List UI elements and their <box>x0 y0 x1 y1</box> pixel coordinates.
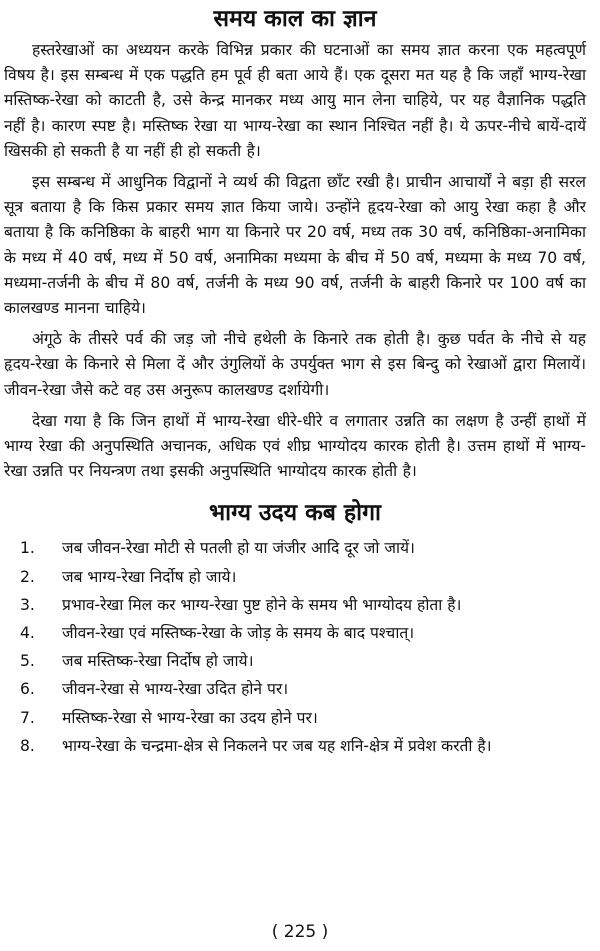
list-item <box>4 621 586 646</box>
list-item-number: 7. <box>20 708 35 727</box>
section-title: भाग्य उदय कब होगा <box>209 500 381 527</box>
list-item-text: जीवन-रेखा एवं मस्तिष्क-रेखा के जोड़ के समय के बाद पश्चात्। <box>62 624 415 643</box>
paragraph-2: इस सम्बन्ध में आधुनिक विद्वानों ने व्यर्थ की विद्वता छाँट रखी है। प्राचीन आचार्यों ने बड़ा ही सरल सूत्र बताया है कि किस प्रकार समय ज्ञात किया जाये। उन्होंने हृदय-रेखा को आयु रेखा कहा है और बताया है कि कनिष्ठिका के बाहरी भाग या किनारे पर 20 वर्ष, मध्य तक 30 वर्ष, कनिष्ठिका-अनामिका के मध्य में 40 वर्ष, मध्य में 50 वर्ष, अनामिका मध्यमा के बीच में 50 वर्ष, मध्यमा के मध्य 70 वर्ष, मध्यमा-तर्जनी के बीच में 80 वर्ष, तर्जनी के मध्य 90 वर्ष, तर्जनी के बाहरी किनारे पर 100 वर्ष का कालखण्ड मानना चाहिये। <box>4 173 586 318</box>
page-title: समय काल का ज्ञान <box>213 6 377 32</box>
list-item-number: 5. <box>20 652 35 671</box>
list-item <box>4 706 586 731</box>
paragraph-4: देखा गया है कि जिन हाथों में भाग्य-रेखा धीरे-धीरे व लगातार उन्नति का लक्षण है उन्हीं हाथों में भाग्य रेखा की अनुपस्थिति अचानक, अधिक एवं शीघ्र भाग्योदय कारक होती है। उत्तम हाथों में भाग्य-रेखा उन्नति पर नियन्त्रण तथा इसकी अनुपस्थिति भाग्योदय कारक होती है। <box>4 411 586 481</box>
list-item <box>4 649 586 674</box>
list-item-number: 3. <box>20 595 35 614</box>
paragraph-1: हस्तरेखाओं का अध्ययन करके विभिन्न प्रकार की घटनाओं का समय ज्ञात करना एक महत्वपूर्ण विषय है। इस सम्बन्ध में एक पद्धति हम पूर्व ही बता आये हैं। एक दूसरा मत यह है कि जहाँ भाग्य-रेखा मस्तिष्क-रेखा को काटती है, उसे केन्द्र मानकर मध्य आयु मान लेना चाहिये, पर यह वैज्ञानिक पद्धति नहीं है। कारण स्पष्ट है। मस्तिष्क रेखा या भाग्य-रेखा का स्थान निश्चित नहीं है। ये ऊपर-नीचे बायें-दायें खिसकी हो सकती है या नहीं ही हो सकती है। <box>4 41 586 160</box>
list-item-text: जब जीवन-रेखा मोटी से पतली हो या जंजीर आदि दूर जो जायें। <box>62 539 415 558</box>
list-item-number: 4. <box>20 624 35 643</box>
paragraph-3: अंगूठे के तीसरे पर्व की जड़ जो नीचे हथेली के किनारे तक होती है। कुछ पर्वत के नीचे से यह हृदय-रेखा के किनारे से मिला दें और उंगुलियों के उपर्युक्त भाग से इस बिन्दु को रेखाओं द्वारा मिलायें। जीवन-रेखा जैसे कटे वह उस अनुरूप कालखण्ड दर्शायेगी। <box>4 330 586 399</box>
list-item-text: जीवन-रेखा से भाग्य-रेखा उदित होने पर। <box>62 680 289 699</box>
list-item-text: भाग्य-रेखा के चन्द्रमा-क्षेत्र से निकलने पर जब यह शनि-क्षेत्र में प्रवेश करती है। <box>62 736 492 755</box>
list-item <box>4 565 586 590</box>
list-item <box>4 734 586 759</box>
page-number: ( 225 ) <box>271 922 329 942</box>
list-item-text: जब भाग्य-रेखा निर्दोष हो जाये। <box>62 567 237 586</box>
fortune-rise-list <box>4 536 586 759</box>
list-item-text: प्रभाव-रेखा मिल कर भाग्य-रेखा पुष्ट होने के समय भी भाग्योदय होता है। <box>62 595 462 614</box>
list-item <box>4 677 586 702</box>
list-item-number: 8. <box>20 736 35 755</box>
list-item-number: 2. <box>20 567 35 586</box>
list-item-number: 6. <box>20 680 35 699</box>
list-item-text: जब मस्तिष्क-रेखा निर्दोष हो जाये। <box>62 652 254 671</box>
list-item-text: मस्तिष्क-रेखा से भाग्य-रेखा का उदय होने पर। <box>62 708 318 727</box>
list-item <box>4 593 586 618</box>
list-item <box>4 536 586 561</box>
list-item-number: 1. <box>20 539 35 558</box>
